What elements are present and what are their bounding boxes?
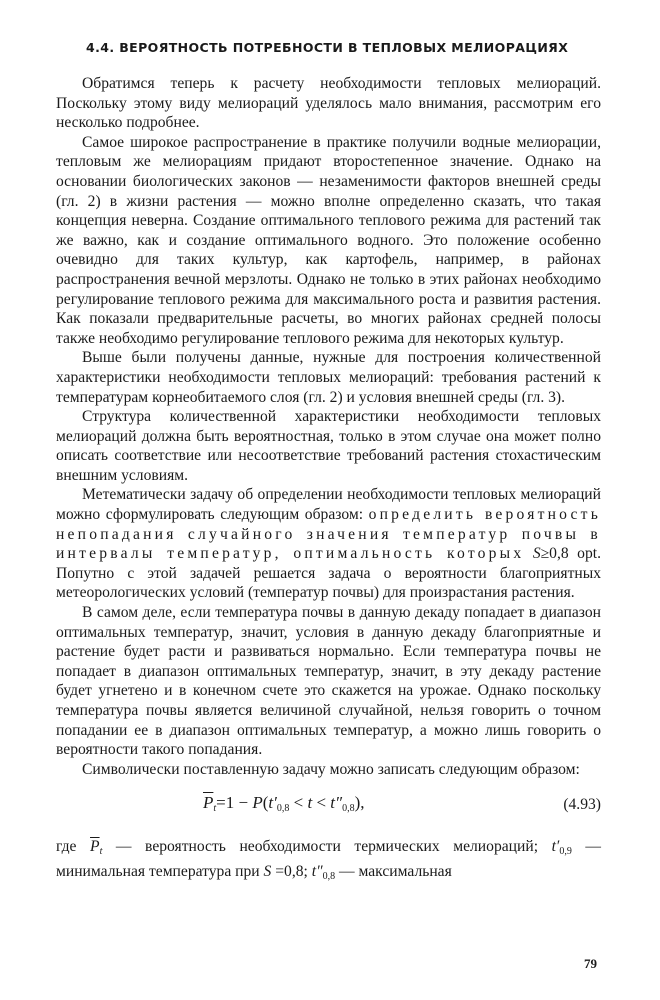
paragraph-7: Символически поставленную задачу можно записать следующим образом:	[82, 760, 580, 778]
paragraph-5	[56, 485, 601, 603]
formula-equals: =1 −	[216, 793, 253, 813]
formula-open-paren: (	[262, 793, 269, 813]
formula-lhs-symbol: $\overline{P}$	[203, 793, 214, 813]
condition-value: ≥0,8 opt.	[540, 545, 601, 563]
where-tmax-description: — максимальная	[335, 862, 452, 880]
where-lead: где	[56, 838, 91, 856]
paragraph-5-end: Попутно с этой задачей решается задача о вероятности благоприятных метеорологических условий (температур почвы) для произрастания растения.	[56, 564, 601, 602]
where-clause	[56, 837, 601, 886]
formula-less-than-2: <	[312, 793, 331, 813]
paragraph-1: Обратимся теперь к расчету необходимости тепловых мелиораций. Поскольку этому виду мелиораций уделялось мало внимания, рассмотрим его несколько подробнее.	[56, 75, 601, 132]
formula-t-high: t″	[330, 793, 343, 813]
paragraph-2: Самое широкое распространение в практике получили водные мелиорации, тепловым же мелиорациям придают второстепенное значение. Однако на основании биологических законов — незаменимости факторов внешней среды (гл. 2) в жизни растения — можно вполне определенно сказать, что такая концепция неверна. Создание оптимального теплового режима для растений так же важно, как и создание оптимального водного. Это положение особенно очевидно для таких культур, как картофель, например, в районах распространения вечной мерзлоты. Однако не только в этих районах необходимо регулирование теплового режима для максимального роста и развития растения. Как показали предварительные расчеты, во многих районах средней полосы также необходимо регулирование теплового режима для некоторых культур.	[56, 133, 601, 347]
formula-4-93	[56, 783, 601, 831]
formula-t-low: t′	[268, 793, 277, 813]
where-tmax-symbol: t″	[311, 862, 323, 880]
where-p-symbol: $\overline{P}$	[90, 838, 100, 856]
spaced-definition: определить вероятность непопадания случайного значения температур почвы в интервалы температур, оптимальность которых	[56, 506, 601, 563]
formula-t-variable: t	[307, 793, 313, 813]
where-tmin-symbol: t′	[551, 838, 560, 856]
paragraph-5-start: Метематически задачу об определении необходимости тепловых мелиораций можно сформулировать следующим образом:	[56, 486, 601, 524]
paragraph-4: Структура количественной характеристики необходимости тепловых мелиораций должна быть вероятностная, только в этом случае она может полно описать соответствие или несоответствие требований растения стохастическим внешним условиям.	[56, 408, 601, 484]
section-heading: 4.4. ВЕРОЯТНОСТЬ ПОТРЕБНОСТИ В ТЕПЛОВЫХ МЕЛИОРАЦИЯХ	[86, 40, 569, 55]
formula-t-low-subscript: 0,8	[276, 803, 290, 815]
where-tmax-subscript: 0,8	[322, 870, 336, 882]
paragraph-3: Выше были получены данные, нужные для построения количественной характеристики необходимости тепловых мелиораций: требования растений к температурам корнеобитаемого слоя (гл. 2) и условия внешней среды (гл. 3).	[56, 349, 601, 406]
where-s-variable: S	[263, 862, 272, 880]
formula-less-than-1: <	[289, 793, 308, 813]
formula-lhs-subscript: t	[213, 803, 217, 815]
formula-close-paren: ),	[354, 793, 365, 813]
formula-t-high-subscript: 0,8	[342, 803, 355, 815]
body-text	[56, 74, 601, 887]
equation-number: (4.93)	[563, 796, 601, 814]
where-tmin-subscript: 0,9	[559, 846, 572, 858]
condition-variable: S	[532, 545, 541, 563]
where-tmin-description: — минимальная температура при	[56, 838, 601, 880]
where-p-description: — вероятность необходимости термических мелиораций;	[102, 838, 552, 856]
where-s-value: =0,8;	[271, 862, 312, 880]
where-p-subscript: t	[99, 846, 103, 858]
formula-prob-symbol: P	[252, 793, 263, 813]
page-number: 79	[584, 956, 597, 971]
paragraph-6: В самом деле, если температура почвы в данную декаду попадает в диапазон оптимальных температур, значит, условия в данную декаду благоприятные и растение будет расти и развиваться нормально. Если температура почвы не попадает в диапазон оптимальных температур, значит, в эту декаду растение будет угнетено и в конечном счете это скажется на урожае. Однако поскольку температура почвы является величиной случайной, нельзя говорить о точном попадании ее в диапазон оптимальных температур, а можно лишь говорить о вероятности такого попадания.	[56, 604, 601, 759]
formula-expression	[203, 793, 365, 819]
